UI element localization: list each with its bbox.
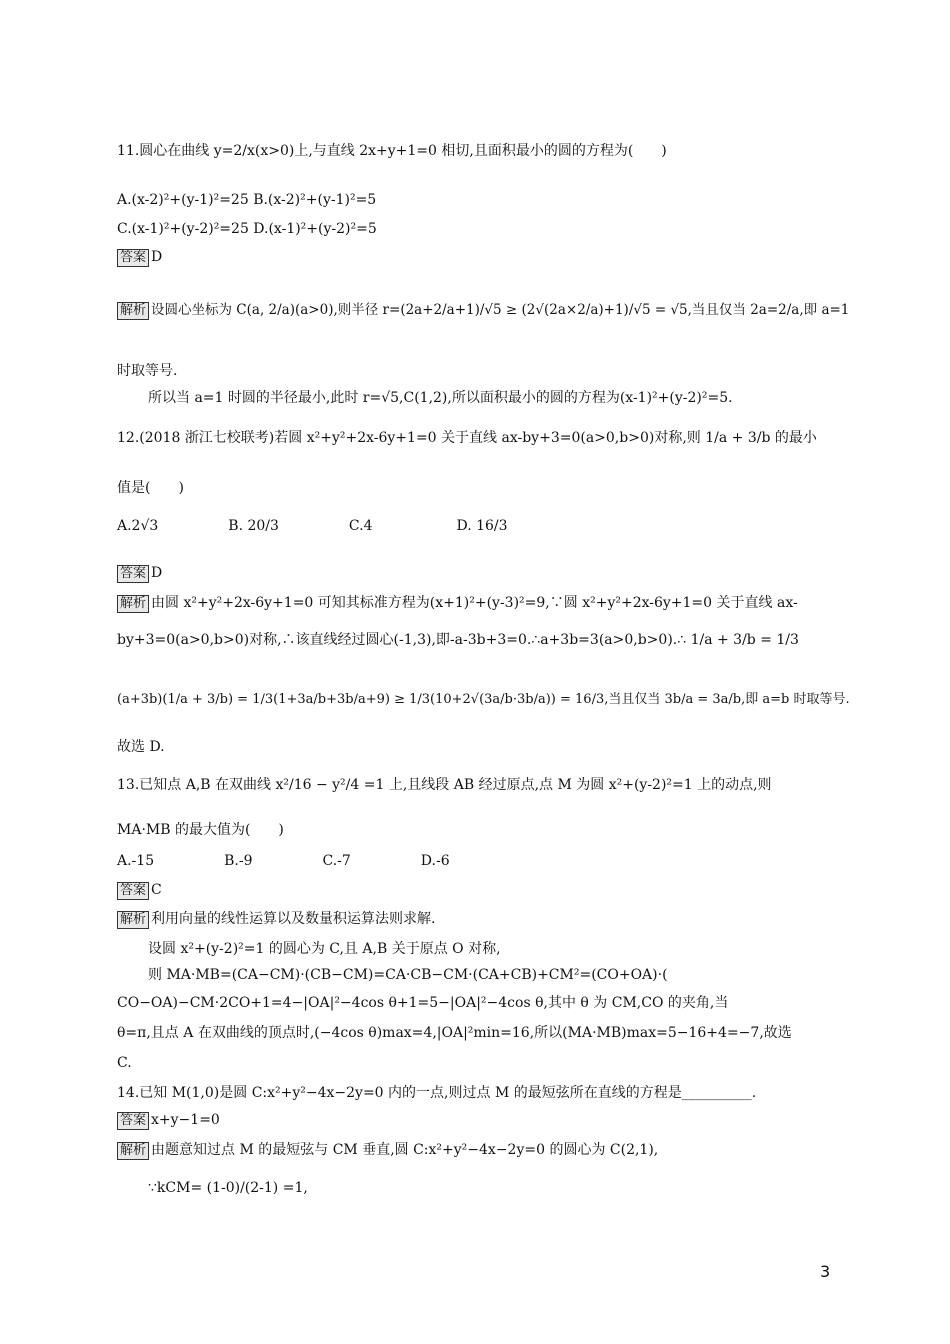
line-text: 值是( ) <box>117 480 184 496</box>
line-text: 14.已知 M(1,0)是圆 C:x²+y²−4x−2y=0 内的一点,则过点 M 的最短弦所在直线的方程是__________. <box>117 1085 757 1101</box>
answer-tag: 答案 <box>117 1112 149 1130</box>
text-line <box>117 563 162 583</box>
text-line <box>148 1178 308 1198</box>
answer-tag: 解析 <box>117 595 149 613</box>
line-text: A.-15 B.-9 C.-7 D.-6 <box>117 853 450 869</box>
line-text: 利用向量的线性运算以及数量积运算法则求解. <box>151 911 436 927</box>
line-text: C.(x-1)²+(y-2)²=25 D.(x-1)²+(y-2)²=5 <box>117 221 377 237</box>
text-line <box>117 478 184 498</box>
text-line <box>117 516 508 536</box>
line-text: D <box>151 249 163 265</box>
line-text: MA·MB 的最大值为( ) <box>117 822 284 838</box>
text-line <box>117 247 162 267</box>
answer-tag: 解析 <box>117 911 149 929</box>
line-text: 时取等号. <box>117 363 178 379</box>
text-line <box>117 593 798 613</box>
text-line <box>117 1053 132 1073</box>
text-line <box>117 820 284 840</box>
line-text: θ=π,且点 A 在双曲线的顶点时,(−4cos θ)max=4,|OA|²min=16,所以(MA·MB)max=5−16+4=−7,故选 <box>117 1025 792 1041</box>
line-text: 13.已知点 A,B 在双曲线 x²/16 − y²/4 =1 上,且线段 AB 经过原点,点 M 为圆 x²+(y-2)²=1 上的动点,则 <box>117 777 772 793</box>
line-text: A.(x-2)²+(y-1)²=25 B.(x-2)²+(y-1)²=5 <box>117 192 377 208</box>
line-text: CO−OA)−CM·2CO+1=4−|OA|²−4cos θ+1=5−|OA|²−4cos θ,其中 θ 为 CM,CO 的夹角,当 <box>117 995 729 1011</box>
line-text: x+y−1=0 <box>151 1112 220 1128</box>
answer-tag: 答案 <box>117 882 149 900</box>
text-line <box>117 1110 220 1130</box>
page-number: 3 <box>820 1262 831 1281</box>
text-line <box>117 219 377 239</box>
text-line <box>148 939 501 959</box>
answer-tag: 答案 <box>117 249 149 267</box>
text-line <box>117 1140 658 1160</box>
text-line <box>117 909 435 929</box>
answer-tag: 解析 <box>117 1142 149 1160</box>
text-line <box>117 1023 792 1043</box>
line-text: A.2√3 B. 20/3 C.4 D. 16/3 <box>117 518 508 534</box>
text-line <box>148 388 733 408</box>
line-text: 由题意知过点 M 的最短弦与 CM 垂直,圆 C:x²+y²−4x−2y=0 的圆心为 C(2,1), <box>151 1142 659 1158</box>
line-text: 由圆 x²+y²+2x-6y+1=0 可知其标准方程为(x+1)²+(y-3)²=9,∵圆 x²+y²+2x-6y+1=0 关于直线 ax- <box>151 595 798 611</box>
text-line <box>117 361 177 381</box>
text-line <box>117 851 450 871</box>
line-text: 则 MA·MB=(CA−CM)·(CB−CM)=CA·CB−CM·(CA+CB)+CM²=(CO+OA)·( <box>148 967 668 983</box>
text-line <box>117 880 162 900</box>
text-line <box>117 300 849 320</box>
line-text: 故选 D. <box>117 739 165 755</box>
line-text: 设圆 x²+(y-2)²=1 的圆心为 C,且 A,B 关于原点 O 对称, <box>148 941 501 957</box>
line-text: 12.(2018 浙江七校联考)若圆 x²+y²+2x-6y+1=0 关于直线 ax-by+3=0(a>0,b>0)对称,则 1/a + 3/b 的最小 <box>117 430 817 446</box>
line-text: ∵kCM= (1-0)/(2-1) =1, <box>148 1180 308 1196</box>
text-line <box>117 630 799 650</box>
line-text: 11.圆心在曲线 y=2/x(x>0)上,与直线 2x+y+1=0 相切,且面积最小的圆的方程为( ) <box>117 143 667 159</box>
text-line <box>117 775 772 795</box>
line-text: C. <box>117 1055 132 1071</box>
line-text: (a+3b)(1/a + 3/b) = 1/3(1+3a/b+3b/a+9) ≥ 1/3(10+2√(3a/b·3b/a)) = 16/3,当且仅当 3b/a = 3a/b,即 a=b 时取等号. <box>117 692 850 707</box>
text-line <box>117 141 667 161</box>
text-line <box>117 1083 756 1103</box>
line-text: by+3=0(a>0,b>0)对称,∴该直线经过圆心(-1,3),即-a-3b+3=0.∴a+3b=3(a>0,b>0).∴ 1/a + 3/b = 1/3 <box>117 632 799 648</box>
line-text: 设圆心坐标为 C(a, 2/a)(a>0),则半径 r=(2a+2/a+1)/√5 ≥ (2√(2a×2/a)+1)/√5 = √5,当且仅当 2a=2/a,即 a=1 <box>151 302 850 318</box>
answer-tag: 解析 <box>117 302 149 320</box>
text-line <box>117 428 817 448</box>
answer-tag: 答案 <box>117 565 149 583</box>
text-line <box>117 737 165 757</box>
text-line <box>117 690 850 710</box>
line-text: D <box>151 565 163 581</box>
line-text: 所以当 a=1 时圆的半径最小,此时 r=√5,C(1,2),所以面积最小的圆的方程为(x-1)²+(y-2)²=5. <box>148 390 733 406</box>
text-line <box>117 190 376 210</box>
line-text: C <box>151 882 162 898</box>
text-line <box>148 965 668 985</box>
text-line <box>117 993 728 1013</box>
